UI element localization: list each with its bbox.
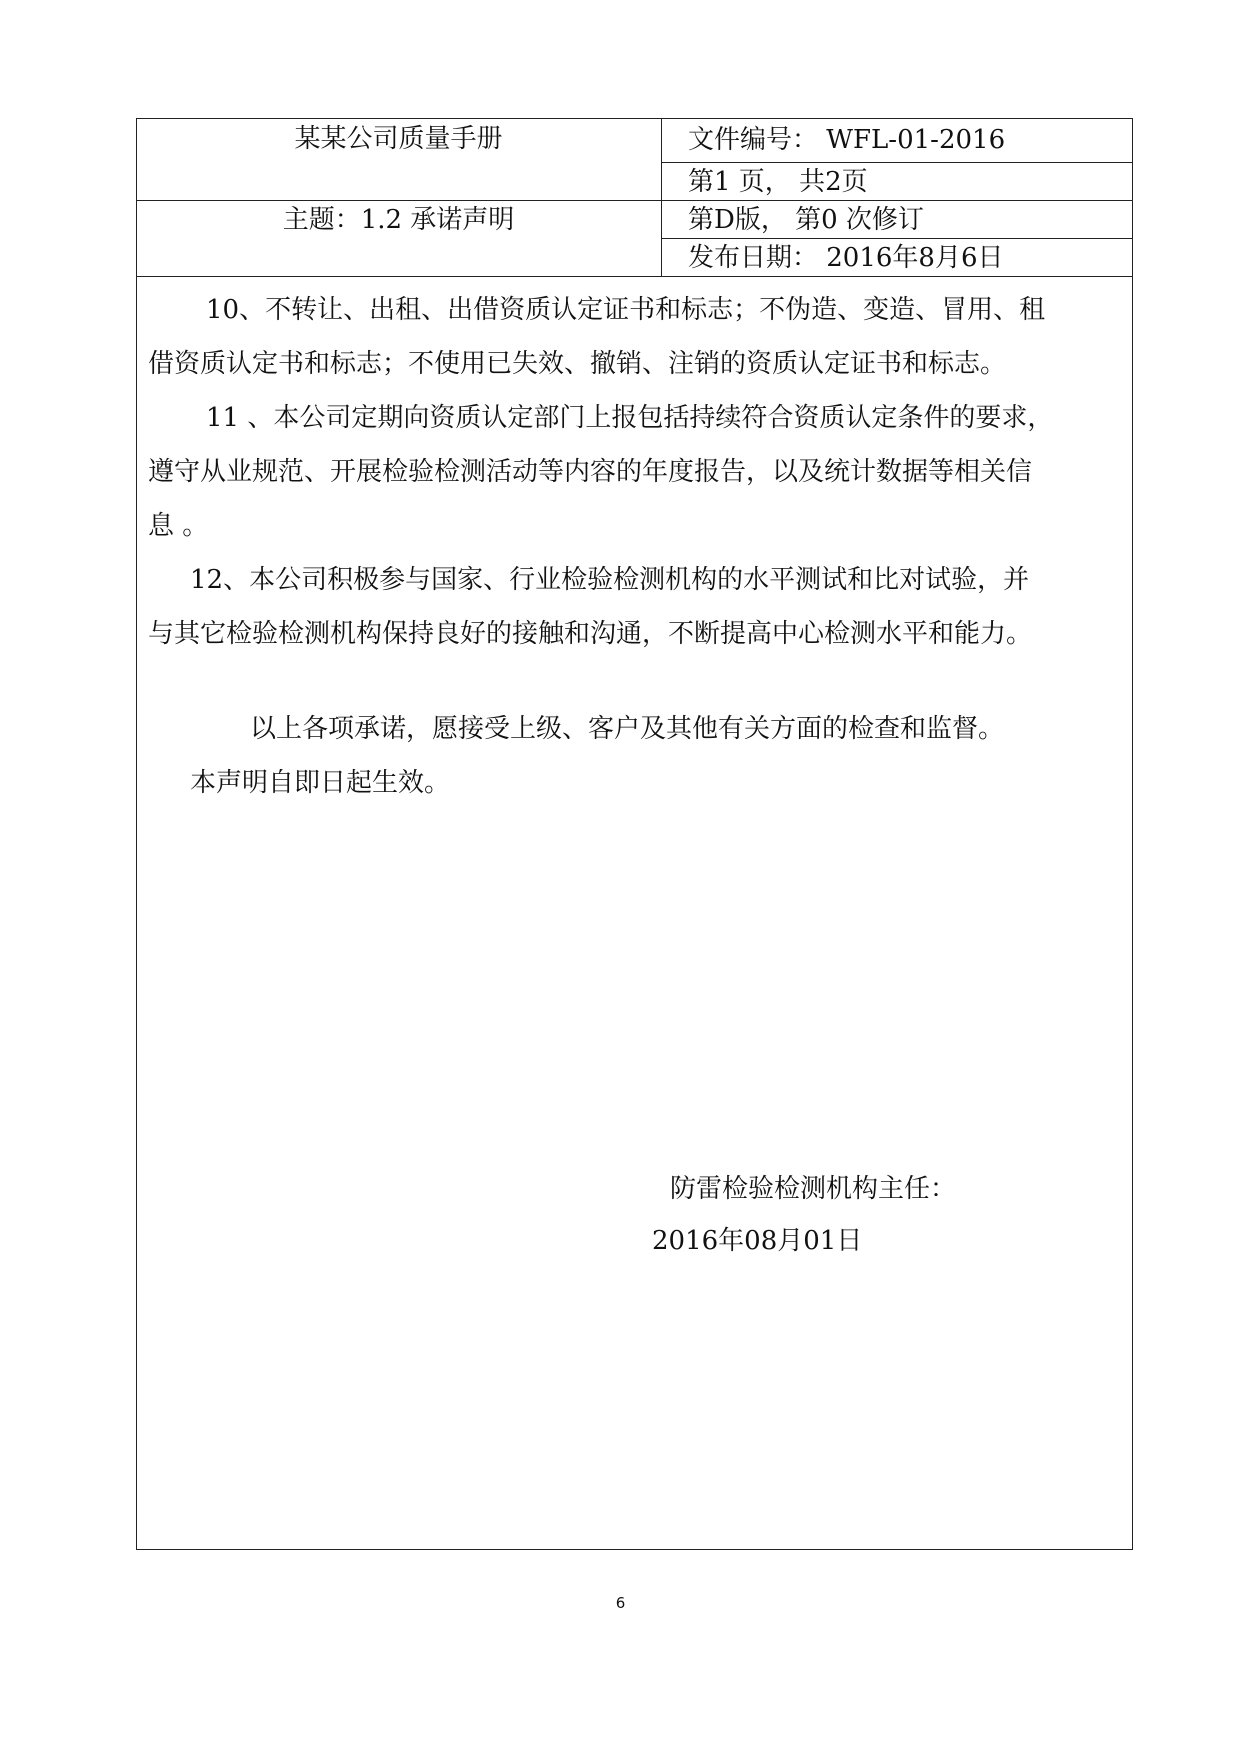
document-number: 文件编号： WFL-01-2016: [688, 125, 1006, 155]
header-rule-row3-right: [661, 238, 1133, 239]
paragraph-12-line-2: 与其它检验检测机构保持良好的接触和沟通，不断提高中心检测水平和能力。: [148, 619, 1033, 649]
header-column-divider: [661, 118, 662, 276]
closing-effective: 本声明自即日起生效。: [190, 768, 451, 798]
page-info: 第1 页， 共2页: [688, 167, 868, 197]
company-manual-title: 某某公司质量手册: [294, 124, 503, 154]
header-rule-bottom: [136, 276, 1133, 277]
paragraph-10-line-2: 借资质认定书和标志；不使用已失效、撤销、注销的资质认定证书和标志。: [148, 349, 1007, 379]
paragraph-11-line-1: 11 、本公司定期向资质认定部门上报包括持续符合资质认定条件的要求，: [206, 403, 1054, 433]
signature-title: 防雷检验检测机构主任：: [670, 1174, 957, 1204]
header-rule-row2: [136, 200, 1133, 201]
page-number: 6: [615, 1594, 626, 1612]
subject-title: 主题：1.2 承诺声明: [282, 205, 515, 235]
version-info: 第D版， 第0 次修订: [688, 205, 924, 235]
release-date: 发布日期： 2016年8月6日: [688, 243, 1004, 273]
paragraph-12-line-1: 12、本公司积极参与国家、行业检验检测机构的水平测试和比对试验，并: [190, 565, 1030, 595]
header-rule-row1-right: [661, 162, 1133, 163]
closing-commitment: 以上各项承诺，愿接受上级、客户及其他有关方面的检查和监督。: [250, 714, 1005, 744]
signature-date: 2016年08月01日: [652, 1226, 863, 1256]
paragraph-11-line-2: 遵守从业规范、开展检验检测活动等内容的年度报告，以及统计数据等相关信: [148, 457, 1033, 487]
paragraph-10-line-1: 10、不转让、出租、出借资质认定证书和标志；不伪造、变造、冒用、租: [206, 295, 1046, 325]
paragraph-11-line-3: 息 。: [148, 511, 209, 541]
